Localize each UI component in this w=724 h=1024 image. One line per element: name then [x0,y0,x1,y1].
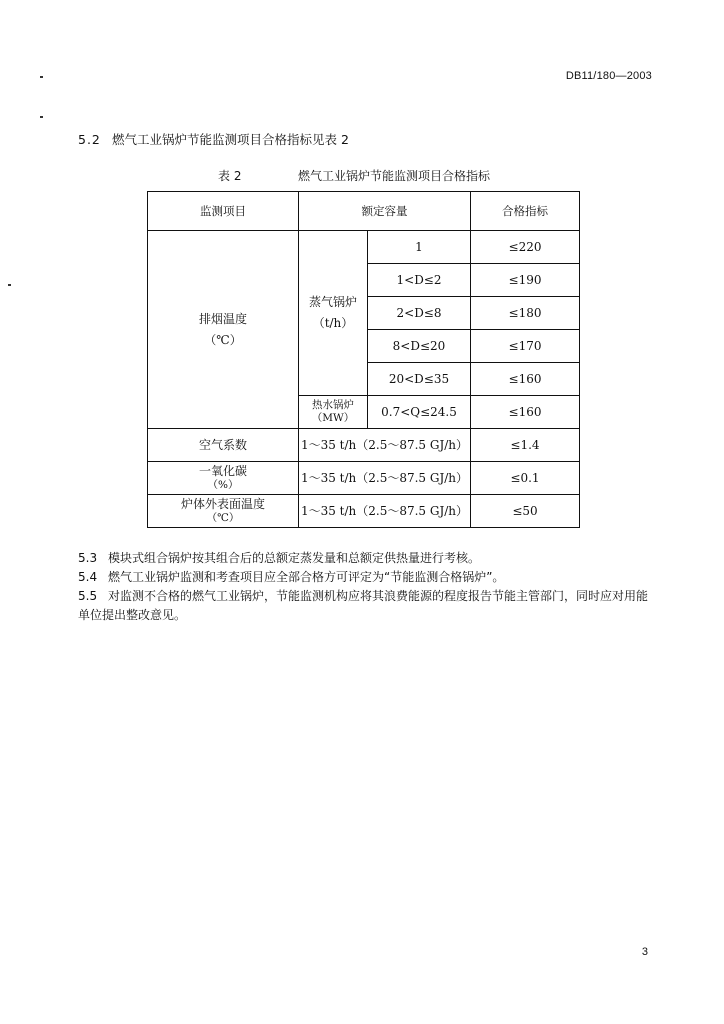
surface-temp-label: 炉体外表面温度 [180,496,265,511]
hot-water-boiler-unit: （MW） [311,412,355,424]
scan-speck [8,284,11,286]
table-row [148,231,580,264]
section-heading [78,130,349,148]
index-cell: ≤0.1 [471,462,580,495]
index-cell: ≤190 [471,264,580,297]
paragraph-number: 5.3 [78,551,98,565]
co-label: 一氧化碳 [198,463,247,478]
air-coefficient-item: 空气系数 [148,429,299,462]
table-row [148,462,580,495]
index-cell: ≤170 [471,330,580,363]
capacity-cell: 20<D≤35 [368,363,471,396]
page-number: 3 [641,946,648,958]
hot-water-boiler-label [299,396,368,429]
table-header-row [148,192,580,231]
co-item [148,462,299,495]
paragraph-number: 5.5 [78,589,98,603]
index-cell: ≤220 [471,231,580,264]
capacity-cell: 1～35 t/h（2.5～87.5 GJ/h） [299,462,471,495]
capacity-cell: 8<D≤20 [368,330,471,363]
capacity-cell: 1 [368,231,471,264]
exhaust-temp-item [148,231,299,429]
paragraph-5-5 [78,587,650,624]
capacity-cell: 0.7<Q≤24.5 [368,396,471,429]
co-unit: （%） [207,478,239,491]
paragraph-text: 燃气工业锅炉监测和考查项目应全部合格方可评定为“节能监测合格锅炉”。 [108,570,505,584]
surface-temp-unit: （℃） [206,511,240,524]
table-caption-title: 燃气工业锅炉节能监测项目合格指标 [298,169,491,183]
scan-speck [40,116,43,118]
surface-temp-item [148,495,299,528]
section-number: 5.2 [78,132,101,147]
document-code: DB11/180—2003 [565,70,652,82]
steam-boiler-name: 蒸气锅炉 [308,295,357,309]
exhaust-temp-label: 排烟温度 [198,311,247,326]
exhaust-temp-unit: （℃） [204,332,242,347]
capacity-cell: 1～35 t/h（2.5～87.5 GJ/h） [299,429,471,462]
capacity-cell: 2<D≤8 [368,297,471,330]
capacity-cell: 1～35 t/h（2.5～87.5 GJ/h） [299,495,471,528]
steam-boiler-unit: （t/h） [312,316,354,330]
index-cell: ≤180 [471,297,580,330]
index-cell: ≤50 [471,495,580,528]
paragraph-5-3 [78,549,650,568]
table-row [148,429,580,462]
scan-speck [40,76,43,78]
table-caption-number: 表 2 [218,169,242,183]
steam-boiler-label [299,231,368,396]
header-item: 监测项目 [148,192,299,231]
index-cell: ≤160 [471,396,580,429]
index-cell: ≤1.4 [471,429,580,462]
header-index: 合格指标 [471,192,580,231]
section-title: 燃气工业锅炉节能监测项目合格指标见表 2 [112,132,349,147]
header-capacity: 额定容量 [299,192,471,231]
capacity-cell: 1<D≤2 [368,264,471,297]
paragraph-text: 模块式组合锅炉按其组合后的总额定蒸发量和总额定供热量进行考核。 [108,551,481,565]
paragraph-number: 5.4 [78,570,98,584]
paragraph-text: 对监测不合格的燃气工业锅炉，节能监测机构应将其浪费能源的程度报告节能主管部门，同时应对用能单位提出整改意见。 [78,589,649,622]
table-row [148,495,580,528]
indicator-table [147,191,580,528]
index-cell: ≤160 [471,363,580,396]
hot-water-boiler-name: 热水锅炉 [312,398,354,411]
paragraph-5-4 [78,568,650,587]
